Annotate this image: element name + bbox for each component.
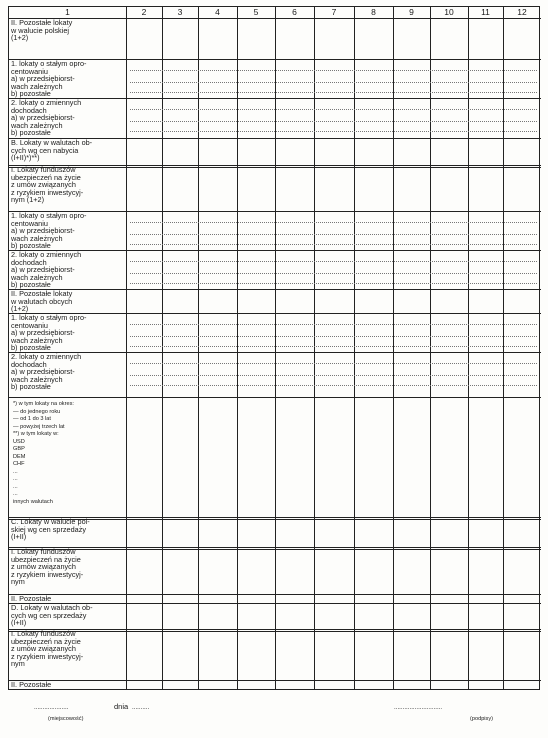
row-label-line: skiej wg cen sprzedaży — [11, 524, 87, 534]
footnote-line: — od 1 do 3 lat — [13, 416, 51, 422]
column-header: 6 — [292, 7, 297, 17]
row-label-line: wach zależnych — [11, 233, 63, 243]
row-label-line: dochodach — [11, 105, 47, 115]
entry-dotted-line — [130, 234, 537, 235]
footnote-line: ... — [13, 483, 18, 490]
row-label-line: ubezpieczeń na życie — [11, 172, 81, 182]
row-label-line: ubezpieczeń na życie — [11, 554, 81, 564]
signature-dots[interactable]: ............................ — [394, 704, 443, 711]
row-separator — [9, 98, 541, 99]
entry-dotted-line — [130, 375, 537, 376]
row-label-line: centowaniu — [11, 66, 48, 76]
entry-dotted-line — [130, 244, 537, 245]
row-label-line: wach zależnych — [11, 81, 63, 91]
row-label-line: a) w przedsiębiorst- — [11, 113, 75, 123]
row-label-line: centowaniu — [11, 218, 48, 228]
entry-dotted-line — [130, 109, 537, 110]
row-label-line: 1. lokaty o stałym opro- — [11, 211, 87, 220]
row-label-line: b) pozostałe — [11, 89, 51, 99]
footnote-line: CHF — [13, 461, 25, 467]
footnote-line: USD — [13, 438, 25, 445]
column-header: 1 — [65, 7, 70, 17]
row-label-line: (I+II) — [11, 618, 27, 628]
row-label-line: b) pozostałe — [11, 343, 51, 353]
row-label-line: cych wg cen nabycia — [11, 145, 79, 155]
row-label-line: wach zależnych — [11, 374, 63, 384]
row-label-line: 2. lokaty o zmiennych — [11, 98, 82, 107]
entry-dotted-line — [130, 82, 537, 83]
row-separator — [9, 165, 541, 168]
footnote-line: — powyżej trzech lat — [13, 423, 65, 430]
row-label-line: D. Lokaty w walutach ob- — [11, 603, 93, 612]
row-label-line: b) pozostałe — [11, 128, 51, 138]
row-label-line: z umów związanych — [11, 180, 76, 190]
column-header: 11 — [481, 7, 490, 17]
column-header: 5 — [253, 7, 259, 17]
row-label-line: b) pozostałe — [11, 241, 51, 251]
row-separator — [9, 680, 541, 681]
row-label-line: z umów związanych — [11, 644, 76, 654]
entry-dotted-line — [130, 324, 537, 325]
row-label-line: I. Lokaty funduszów — [11, 629, 76, 638]
row-label-line: z ryzykiem inwestycyj- — [11, 651, 84, 661]
entry-dotted-line — [130, 131, 537, 132]
row-separator — [9, 352, 541, 353]
entry-dotted-line — [130, 261, 537, 262]
footnote-line: innych walutach — [13, 498, 53, 505]
date-dots[interactable]: .......... — [132, 704, 150, 711]
dnia-label: dnia — [114, 702, 129, 711]
entry-dotted-line — [130, 70, 537, 71]
row-label-line: C. Lokaty w walucie pol- — [11, 517, 90, 526]
row-separator — [9, 594, 541, 595]
row-separator — [9, 289, 541, 290]
column-header: 4 — [215, 7, 220, 17]
place-dots[interactable]: .................... — [34, 704, 69, 711]
row-label-line: a) w przedsiębiorst- — [11, 367, 75, 377]
column-header: 9 — [409, 7, 414, 17]
entry-dotted-line — [130, 283, 537, 284]
row-label-line: 1. lokaty o stałym opro- — [11, 313, 87, 322]
row-label-line: z umów związanych — [11, 562, 76, 572]
row-separator — [9, 313, 541, 314]
row-label-line: nym — [11, 659, 25, 669]
row-label-line: z ryzykiem inwestycyj- — [11, 569, 84, 579]
footnote-line: ... — [13, 468, 18, 475]
entry-dotted-line — [130, 222, 537, 223]
row-label-line: nym — [11, 577, 25, 587]
row-label-line: II. Pozostałe — [11, 680, 52, 689]
row-label-line: (I+II)*)**) — [11, 153, 40, 163]
row-label-line: 1. lokaty o stałym opro- — [11, 59, 87, 68]
footnote-line: DEM — [13, 453, 26, 460]
row-label-line: 2. lokaty o zmiennych — [11, 352, 82, 361]
row-label-line: w walutach obcych — [11, 296, 73, 306]
row-label-line: (I+II) — [11, 532, 27, 542]
row-label-line: a) w przedsiębiorst- — [11, 328, 75, 338]
entry-dotted-line — [130, 336, 537, 337]
row-label-line: B. Lokaty w walutach ob- — [11, 138, 93, 147]
column-header: 7 — [331, 7, 337, 17]
column-header: 8 — [371, 7, 376, 17]
row-label-line: a) w przedsiębiorst- — [11, 265, 75, 275]
column-header: 2 — [141, 7, 147, 17]
entry-dotted-line — [130, 273, 537, 274]
report-table — [8, 6, 540, 690]
entry-dotted-line — [130, 385, 537, 386]
column-header: 10 — [444, 7, 454, 17]
column-divider — [126, 7, 127, 689]
footnote-line: — do jednego roku — [13, 408, 61, 415]
column-header: 12 — [517, 7, 527, 17]
row-separator — [9, 250, 541, 251]
row-label-line: I. Lokaty funduszów — [11, 547, 76, 556]
entry-dotted-line — [130, 121, 537, 122]
row-label-line: b) pozostałe — [11, 280, 51, 290]
row-label-line: II. Pozostałe — [11, 594, 52, 603]
column-header: 3 — [177, 7, 183, 17]
row-label-line: wach zależnych — [11, 272, 63, 282]
footnote-line: ... — [13, 491, 18, 497]
footnote-line: GBP — [13, 446, 25, 452]
row-separator — [9, 59, 541, 60]
row-label-line: ubezpieczeń na życie — [11, 636, 81, 646]
row-label-line: 2. lokaty o zmiennych — [11, 250, 82, 259]
footnote-line: **) w tym lokaty w: — [13, 431, 59, 437]
row-label-line: wach zależnych — [11, 120, 63, 130]
row-label-line: w walucie polskiej — [11, 25, 69, 35]
place-label: (miejscowość) — [48, 716, 84, 722]
row-label-line: a) w przedsiębiorst- — [11, 226, 75, 236]
signature-label: (podpisy) — [470, 716, 494, 722]
row-separator — [9, 629, 541, 632]
row-label-line: nym (1+2) — [11, 195, 45, 205]
row-label-line: dochodach — [11, 359, 47, 369]
row-label-line: cych wg cen sprzedaży — [11, 610, 87, 620]
row-label-line: a) w przedsiębiorst- — [11, 74, 75, 84]
footnote-line: *) w tym lokaty na okres: — [13, 401, 74, 407]
row-separator — [9, 397, 541, 398]
row-label-line: z ryzykiem inwestycyj- — [11, 187, 84, 197]
row-label-line: b) pozostałe — [11, 382, 51, 392]
entry-dotted-line — [130, 92, 537, 93]
footnote-line: ... — [13, 476, 18, 482]
row-label-line: dochodach — [11, 257, 47, 267]
row-label-line: I. Lokaty funduszów — [11, 165, 76, 174]
row-separator — [9, 547, 541, 550]
row-label-line: II. Pozostałe lokaty — [11, 289, 73, 298]
row-separator — [9, 211, 541, 212]
row-label-line: (1+2) — [11, 33, 29, 43]
row-label-line: centowaniu — [11, 320, 48, 330]
row-label-line: wach zależnych — [11, 335, 63, 345]
row-label-line: II. Pozostałe lokaty — [11, 18, 73, 27]
entry-dotted-line — [130, 363, 537, 364]
entry-dotted-line — [130, 346, 537, 347]
row-label-line: (1+2) — [11, 304, 29, 314]
